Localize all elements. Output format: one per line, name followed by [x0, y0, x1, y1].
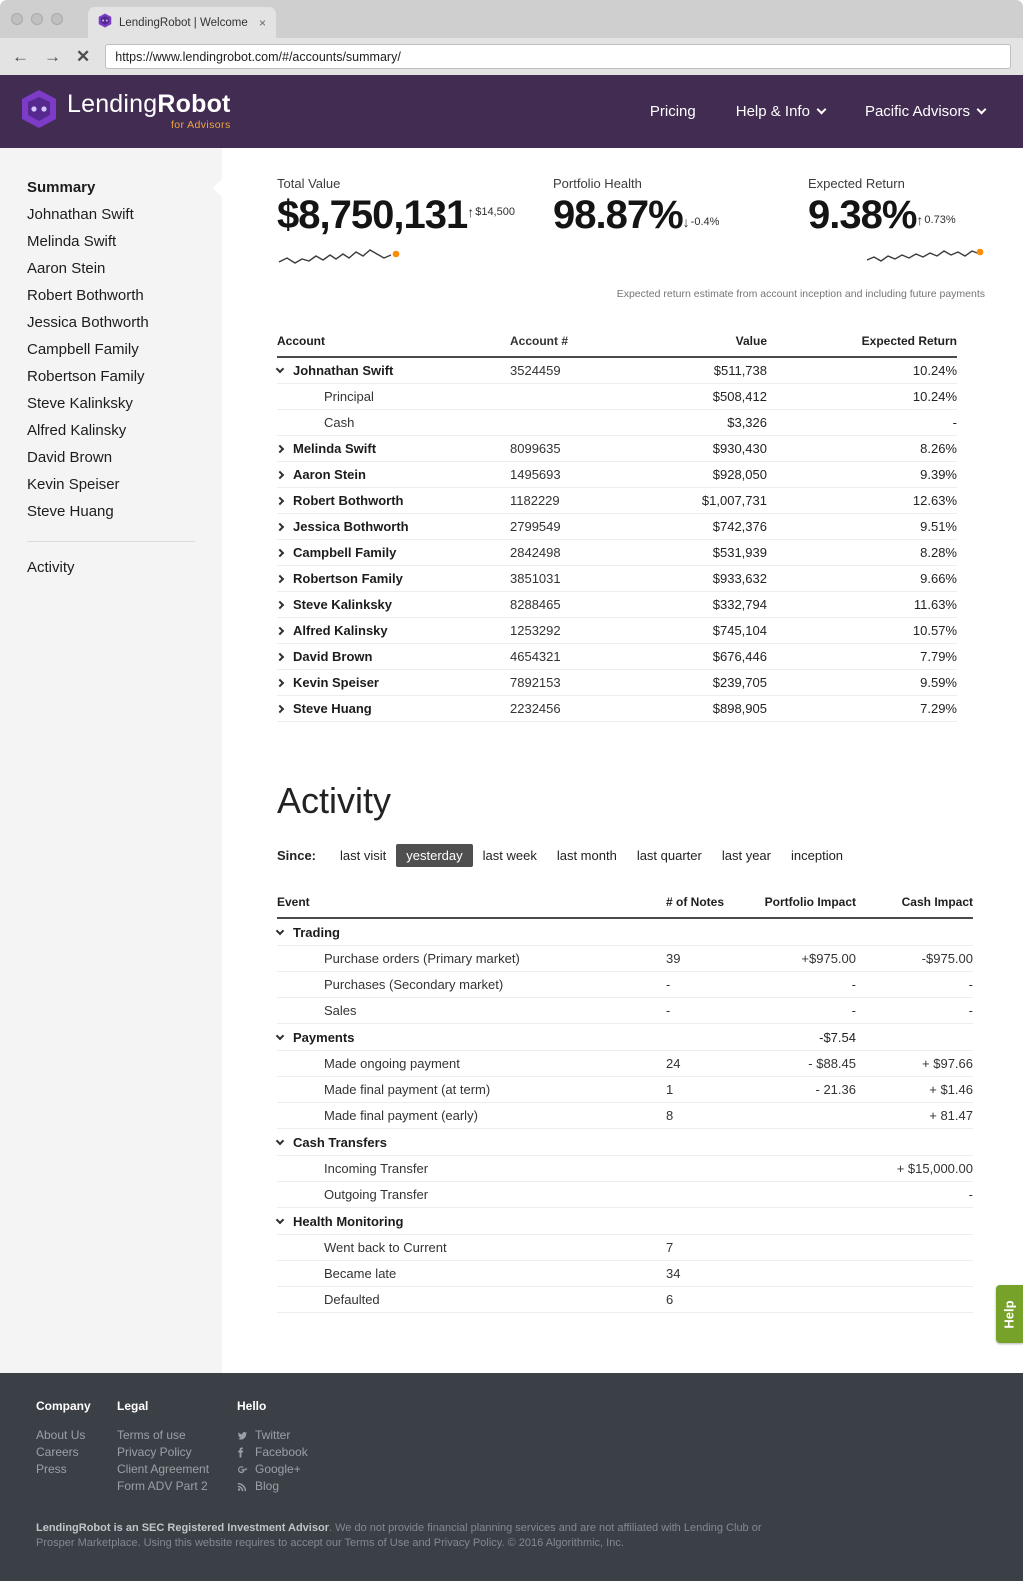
up-arrow-icon: ↑ [467, 204, 475, 220]
chevron-right-icon[interactable] [276, 522, 284, 530]
account-number: 3851031 [510, 571, 561, 586]
footer-link-form-adv[interactable]: Form ADV Part 2 [117, 1479, 208, 1493]
account-expected-return: 11.63% [913, 597, 957, 612]
event-notes: 7 [666, 1240, 674, 1255]
activity-row [277, 1261, 973, 1287]
accounts-table-header [277, 334, 957, 358]
event-label: Made final payment (at term) [324, 1082, 491, 1097]
activity-row [277, 1156, 973, 1182]
chevron-down-icon[interactable] [276, 365, 284, 373]
footer-legal-title: Legal [117, 1399, 149, 1413]
header-event: Event [277, 895, 310, 909]
footer-link-about-us[interactable]: About Us [36, 1428, 86, 1442]
event-label: Made ongoing payment [324, 1056, 460, 1071]
event-notes: 24 [666, 1056, 681, 1071]
chevron-right-icon[interactable] [276, 678, 284, 686]
account-row[interactable] [277, 592, 957, 618]
event-cash-impact: + 81.47 [929, 1108, 973, 1123]
event-cash-impact: - [968, 1187, 973, 1202]
account-number: 3524459 [510, 363, 561, 378]
chevron-right-icon[interactable] [276, 444, 284, 452]
account-name: Melinda Swift [293, 441, 377, 456]
group-name: Trading [293, 924, 340, 940]
sidebar-item-david-brown[interactable]: David Brown [27, 449, 113, 466]
activity-group-trading[interactable] [277, 919, 973, 946]
activity-group-health-monitoring[interactable] [277, 1208, 973, 1235]
account-subrow [277, 410, 957, 436]
logo-part-lending: Lending [67, 90, 158, 119]
help-button[interactable] [996, 1285, 1023, 1343]
account-number: 2842498 [510, 545, 561, 560]
sidebar-item-steve-kalinksky[interactable]: Steve Kalinksky [27, 395, 133, 412]
footer-link-careers[interactable]: Careers [36, 1445, 79, 1459]
footer-link-blog-label: Blog [255, 1479, 280, 1493]
activity-title: Activity [277, 780, 392, 821]
expected-return-sparkline [865, 246, 985, 270]
event-notes: 8 [666, 1108, 674, 1123]
back-button[interactable]: ← [12, 47, 29, 66]
total-value-amount: $8,750,131 [277, 193, 468, 237]
page-footer [0, 1373, 1023, 1581]
chevron-right-icon[interactable] [276, 496, 284, 504]
up-arrow-icon: ↑ [916, 212, 924, 228]
footer-hello-title: Hello [237, 1399, 267, 1413]
subrow-expected-return: 10.24% [912, 389, 957, 404]
account-row[interactable] [277, 358, 957, 384]
event-notes: - [666, 1003, 671, 1018]
account-name: Kevin Speiser [293, 675, 379, 690]
header-nav [650, 103, 1003, 120]
event-label: Made final payment (early) [324, 1108, 478, 1123]
down-arrow-icon: ↓ [682, 214, 690, 230]
footer-hello-column [237, 1399, 308, 1495]
account-value: $933,632 [712, 571, 767, 586]
subrow-value: $3,326 [727, 415, 767, 430]
filter-inception[interactable]: inception [791, 848, 844, 863]
account-name: Steve Huang [293, 701, 372, 716]
account-value: $239,705 [712, 675, 767, 690]
close-tab-icon[interactable]: × [258, 15, 266, 30]
account-name: Robert Bothworth [293, 493, 404, 508]
account-name: Jessica Bothworth [293, 519, 409, 534]
footer-company-column [36, 1399, 117, 1495]
forward-button[interactable]: → [44, 47, 61, 66]
group-portfolio-impact: -$7.54 [819, 1029, 856, 1045]
minimize-window-button[interactable] [31, 13, 43, 25]
browser-tab-strip [0, 0, 1023, 38]
account-number: 2232456 [510, 701, 561, 716]
account-expected-return: 9.66% [920, 571, 957, 586]
portfolio-health-amount: 98.87% [553, 193, 683, 237]
header-account: Account [277, 334, 325, 348]
footer-link-press[interactable]: Press [36, 1462, 67, 1476]
account-row[interactable] [277, 644, 957, 670]
app-header [0, 75, 1023, 148]
since-filter-row [277, 844, 985, 867]
account-row[interactable] [277, 696, 957, 722]
footer-link-facebook-label: Facebook [255, 1445, 308, 1459]
sidebar-item-steve-huang[interactable]: Steve Huang [27, 503, 114, 520]
nav-account-menu[interactable] [865, 103, 985, 120]
sidebar-item-campbell-family[interactable]: Campbell Family [27, 341, 139, 358]
portfolio-health-label: Portfolio Health [553, 176, 642, 191]
activity-group-payments[interactable] [277, 1024, 973, 1051]
event-label: Defaulted [324, 1292, 380, 1307]
footer-link-blog[interactable] [237, 1478, 308, 1495]
url-bar[interactable] [105, 44, 1011, 69]
event-portfolio-impact: - [851, 1003, 856, 1018]
activity-table [277, 895, 973, 1313]
stat-portfolio-health [553, 176, 808, 272]
nav-help-info[interactable] [736, 103, 825, 120]
portfolio-health-delta [683, 214, 720, 230]
header-value: Value [735, 334, 767, 348]
account-number: 8288465 [510, 597, 561, 612]
activity-row [277, 1051, 973, 1077]
account-row[interactable] [277, 670, 957, 696]
event-portfolio-impact: +$975.00 [801, 951, 856, 966]
account-expected-return: 10.24% [912, 363, 957, 378]
chevron-down-icon[interactable] [276, 1215, 284, 1223]
chevron-right-icon[interactable] [276, 652, 284, 660]
account-number: 4654321 [510, 649, 561, 664]
footer-disclaimer-bold: LendingRobot is an SEC Registered Investment Advisor [36, 1522, 329, 1534]
account-row[interactable] [277, 618, 957, 644]
event-cash-impact: + $15,000.00 [896, 1161, 973, 1176]
total-value-delta-amount: $14,500 [475, 206, 515, 218]
portfolio-health-delta-amount: -0.4% [690, 216, 720, 228]
logo-tagline: for Advisors [170, 119, 231, 132]
event-cash-impact: - [968, 1003, 973, 1018]
total-value-delta [467, 204, 515, 220]
activity-row [277, 998, 973, 1024]
stat-expected-return [808, 176, 985, 272]
group-name: Health Monitoring [293, 1213, 404, 1229]
account-name: Robertson Family [293, 571, 403, 586]
stop-button[interactable]: ✕ [76, 47, 91, 66]
activity-group-cash-transfers[interactable] [277, 1129, 973, 1156]
footer-link-google-plus[interactable] [237, 1461, 308, 1478]
browser-tab[interactable] [88, 7, 276, 38]
account-row[interactable] [277, 436, 957, 462]
account-value: $745,104 [712, 623, 767, 638]
subrow-value: $508,412 [712, 389, 767, 404]
nav-help-info-label: Help & Info [735, 103, 810, 120]
logo-wordmark [67, 92, 231, 117]
chevron-right-icon[interactable] [276, 574, 284, 582]
event-notes: 1 [666, 1082, 674, 1097]
main-panel [222, 148, 1023, 1373]
facebook-icon [237, 1447, 249, 1458]
url-text: https://www.lendingrobot.com/#/accounts/summary/ [115, 49, 401, 64]
group-name: Cash Transfers [293, 1134, 387, 1150]
event-cash-impact: - [968, 977, 973, 992]
account-number: 2799549 [510, 519, 561, 534]
event-notes: 6 [666, 1292, 674, 1307]
header-expected-return: Expected Return [861, 334, 957, 348]
expected-return-delta [916, 212, 955, 228]
account-number: 8099635 [510, 441, 561, 456]
account-row[interactable] [277, 488, 957, 514]
account-name: Campbell Family [293, 545, 397, 560]
total-value-label: Total Value [277, 176, 341, 191]
sidebar-item-summary[interactable]: Summary [0, 174, 222, 201]
sidebar-item-alfred-kalinsky[interactable]: Alfred Kalinsky [27, 422, 127, 439]
account-row[interactable] [277, 514, 957, 540]
subrow-name: Principal [324, 389, 374, 404]
stat-total-value [277, 176, 553, 272]
account-value: $928,050 [712, 467, 767, 482]
account-subrow [277, 384, 957, 410]
account-value: $511,738 [713, 363, 767, 378]
sidebar-item-robert-bothworth[interactable]: Robert Bothworth [27, 287, 144, 304]
event-label: Purchase orders (Primary market) [324, 951, 520, 966]
event-notes: 39 [666, 951, 681, 966]
filter-last-quarter[interactable]: last quarter [636, 848, 702, 863]
google-plus-icon [237, 1464, 249, 1475]
event-label: Became late [324, 1266, 397, 1281]
footer-disclaimer [36, 1521, 794, 1550]
account-expected-return: 9.51% [920, 519, 957, 534]
event-label: Outgoing Transfer [324, 1187, 429, 1202]
account-value: $531,939 [712, 545, 767, 560]
event-cash-impact: + $97.66 [922, 1056, 973, 1071]
account-row[interactable] [277, 540, 957, 566]
account-value: $930,430 [712, 441, 767, 456]
account-expected-return: 8.28% [920, 545, 957, 560]
activity-row [277, 1103, 973, 1129]
chevron-down-icon [817, 105, 827, 115]
tab-title: LendingRobot | Welcome [119, 16, 248, 29]
account-expected-return: 8.26% [920, 441, 957, 456]
chevron-down-icon[interactable] [276, 926, 284, 934]
sidebar-item-johnathan-swift[interactable]: Johnathan Swift [27, 206, 134, 223]
account-name: Steve Kalinksky [293, 597, 393, 612]
app-logo[interactable] [20, 89, 231, 134]
footer-company-title: Company [36, 1399, 91, 1413]
chevron-right-icon[interactable] [276, 704, 284, 712]
expected-return-note: Expected return estimate from account inception and including future payments [616, 288, 985, 300]
header-cash-impact: Cash Impact [901, 895, 973, 909]
footer-link-client-agreement[interactable]: Client Agreement [117, 1462, 210, 1476]
filter-yesterday[interactable]: yesterday [396, 844, 472, 867]
footer-link-privacy-policy[interactable]: Privacy Policy [117, 1445, 192, 1459]
chevron-right-icon[interactable] [276, 548, 284, 556]
subrow-expected-return: - [952, 415, 957, 430]
account-number: 1253292 [510, 623, 561, 638]
footer-link-google-plus-label: Google+ [255, 1462, 301, 1476]
filter-last-month[interactable]: last month [556, 848, 617, 863]
account-number: 7892153 [510, 675, 561, 690]
zoom-window-button[interactable] [51, 13, 63, 25]
footer-disclaimer-rest: . We do not provide financial planning services and are not affiliated with Lending Club or Prosper Marketplace. Using this website requires to accept our Terms of Use and Privacy Policy. © 2016 Algorithmic, Inc. [36, 1522, 762, 1549]
footer-link-facebook[interactable] [237, 1444, 308, 1461]
group-name: Payments [293, 1029, 355, 1045]
header-account-number: Account # [510, 334, 569, 348]
account-value: $1,007,731 [701, 493, 767, 508]
footer-legal-column [117, 1399, 237, 1495]
sidebar-item-jessica-bothworth[interactable]: Jessica Bothworth [27, 314, 149, 331]
stats-row [277, 176, 985, 272]
filter-last-year[interactable]: last year [721, 848, 771, 863]
account-name: Alfred Kalinsky [293, 623, 388, 638]
event-label: Incoming Transfer [324, 1161, 429, 1176]
event-cash-impact: + $1.46 [929, 1082, 973, 1097]
header-notes: # of Notes [666, 895, 725, 909]
account-expected-return: 7.79% [920, 649, 957, 664]
expected-return-label: Expected Return [808, 176, 905, 191]
event-cash-impact: -$975.00 [921, 951, 973, 966]
account-name: David Brown [293, 649, 373, 664]
account-expected-return: 7.29% [920, 701, 957, 716]
event-portfolio-impact: - 21.36 [815, 1082, 856, 1097]
sidebar-item-robertson-family[interactable]: Robertson Family [27, 368, 145, 385]
browser-toolbar [0, 38, 1023, 75]
chevron-right-icon[interactable] [276, 626, 284, 634]
event-notes: - [666, 977, 671, 992]
window-controls [11, 13, 63, 25]
nav-account-label: Pacific Advisors [864, 103, 970, 120]
logo-part-robot: Robot [157, 90, 231, 119]
accounts-table [277, 334, 957, 722]
account-number: 1182229 [510, 493, 560, 508]
activity-row [277, 1287, 973, 1313]
chevron-right-icon[interactable] [276, 470, 284, 478]
activity-row [277, 972, 973, 998]
activity-row [277, 1182, 973, 1208]
activity-row [277, 946, 973, 972]
help-button-label: Help [1002, 1299, 1018, 1329]
sidebar-item-kevin-speiser[interactable]: Kevin Speiser [27, 476, 120, 493]
nav-pricing-label: Pricing [649, 103, 696, 120]
twitter-icon [237, 1430, 249, 1441]
lendingrobot-robot-icon [20, 89, 58, 134]
sidebar-item-melinda-swift[interactable]: Melinda Swift [27, 233, 117, 250]
filter-last-week[interactable]: last week [482, 848, 537, 863]
account-number: 1495693 [510, 467, 561, 482]
account-value: $332,794 [712, 597, 767, 612]
sidebar-item-activity[interactable]: Activity [27, 559, 75, 576]
content-area [0, 148, 1023, 1373]
chevron-down-icon[interactable] [276, 1136, 284, 1144]
account-expected-return: 9.59% [920, 675, 957, 690]
account-value: $742,376 [712, 519, 767, 534]
activity-row [277, 1235, 973, 1261]
favicon-icon [98, 13, 112, 33]
event-notes: 34 [666, 1266, 681, 1281]
total-value-sparkline [277, 246, 402, 272]
account-expected-return: 12.63% [912, 493, 957, 508]
event-portfolio-impact: - $88.45 [808, 1056, 856, 1071]
account-value: $676,446 [712, 649, 767, 664]
close-window-button[interactable] [11, 13, 23, 25]
account-row[interactable] [277, 566, 957, 592]
sidebar [0, 148, 222, 1373]
activity-row [277, 1077, 973, 1103]
event-label: Purchases (Secondary market) [324, 977, 504, 992]
chevron-right-icon[interactable] [276, 600, 284, 608]
account-value: $898,905 [712, 701, 767, 716]
footer-link-twitter-label: Twitter [255, 1428, 291, 1442]
sidebar-item-aaron-stein[interactable]: Aaron Stein [27, 260, 106, 277]
chevron-down-icon[interactable] [276, 1031, 284, 1039]
rss-icon [237, 1481, 249, 1492]
account-name: Johnathan Swift [293, 363, 394, 378]
sidebar-divider [27, 541, 195, 542]
footer-link-twitter[interactable] [237, 1427, 308, 1444]
nav-pricing[interactable] [650, 103, 696, 120]
footer-link-terms[interactable]: Terms of use [117, 1428, 186, 1442]
activity-table-header [277, 895, 973, 919]
header-portfolio-impact: Portfolio Impact [764, 895, 856, 909]
subrow-name: Cash [324, 415, 355, 430]
account-name: Aaron Stein [293, 467, 366, 482]
expected-return-delta-amount: 0.73% [924, 214, 956, 226]
filter-last-visit[interactable]: last visit [340, 848, 387, 863]
account-row[interactable] [277, 462, 957, 488]
expected-return-amount: 9.38% [808, 193, 917, 237]
since-label: Since: [277, 848, 317, 863]
event-label: Went back to Current [324, 1240, 447, 1255]
account-expected-return: 9.39% [920, 467, 957, 482]
chevron-down-icon [977, 105, 987, 115]
event-label: Sales [324, 1003, 357, 1018]
event-portfolio-impact: - [851, 977, 856, 992]
account-expected-return: 10.57% [912, 623, 957, 638]
